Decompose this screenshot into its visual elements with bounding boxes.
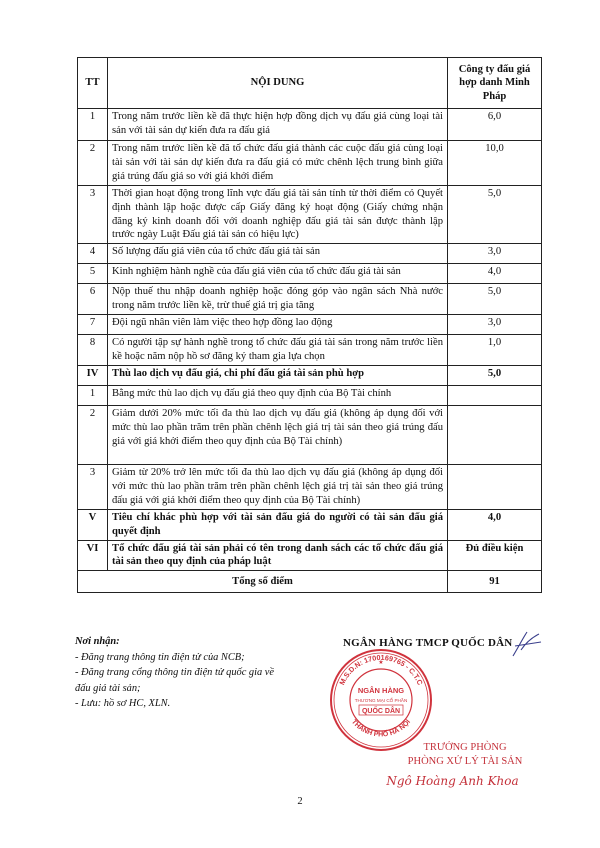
table-header-row bbox=[78, 58, 542, 109]
table-body bbox=[78, 109, 542, 571]
row-score: 4,0 bbox=[448, 264, 542, 284]
row-score bbox=[448, 465, 542, 510]
row-score: 10,0 bbox=[448, 141, 542, 186]
svg-text:THÀNH PHỐ HÀ NỘI bbox=[350, 718, 412, 738]
row-content: Thù lao dịch vụ đấu giá, chi phí đấu giá tài sản phù hợp bbox=[108, 366, 448, 386]
row-content: Trong năm trước liền kề đã tổ chức đấu giá thành các cuộc đấu giá cùng loại tài sản với tài sản dự kiến đưa ra đấu giá có mức chênh lệch trung bình giữa giá trúng đấu giá so với giá khởi điểm bbox=[108, 141, 448, 186]
row-number: VI bbox=[78, 540, 108, 571]
recipients-heading: Nơi nhận: bbox=[75, 636, 120, 647]
seal-center-line3: QUỐC DÂN bbox=[361, 708, 401, 715]
official-seal bbox=[327, 646, 435, 754]
header-content: NỘI DUNG bbox=[108, 58, 448, 109]
row-number: 7 bbox=[78, 315, 108, 335]
row-content: Tổ chức đấu giá tài sản phải có tên trong danh sách các tổ chức đấu giá tài sản theo quy định của pháp luật bbox=[108, 540, 448, 571]
signer-name: Ngô Hoàng Anh Khoa bbox=[386, 774, 519, 788]
table-row bbox=[78, 264, 542, 284]
row-number: 1 bbox=[78, 386, 108, 406]
initial-signature-scribble bbox=[505, 628, 545, 660]
row-number: 3 bbox=[78, 186, 108, 244]
header-company: Công ty đấu giá hợp danh Minh Pháp bbox=[448, 58, 542, 109]
row-number: 3 bbox=[78, 465, 108, 510]
row-score bbox=[448, 386, 542, 406]
row-score: 5,0 bbox=[448, 284, 542, 315]
row-score: 3,0 bbox=[448, 244, 542, 264]
row-content: Thời gian hoạt động trong lĩnh vực đấu giá tài sản tính từ thời điểm có Quyết định thành lập hoặc được cấp Giấy đăng ký hoạt động (Giấy chứng nhận đăng ký kinh doanh đối với doanh nghiệp đấu giá tài sản được thành lập trước ngày Luật Đấu giá tài sản có hiệu lực) bbox=[108, 186, 448, 244]
row-number: V bbox=[78, 510, 108, 541]
signer-position bbox=[400, 741, 530, 769]
seal-bottom-text: THÀNH PHỐ HÀ NỘI bbox=[349, 718, 413, 739]
row-content: Tiêu chí khác phù hợp với tài sản đấu giá do người có tài sản đấu giá quyết định bbox=[108, 510, 448, 541]
total-row bbox=[78, 571, 542, 593]
row-number: 2 bbox=[78, 406, 108, 465]
row-score: 6,0 bbox=[448, 109, 542, 141]
row-score: 3,0 bbox=[448, 315, 542, 335]
row-score: 5,0 bbox=[448, 366, 542, 386]
row-content: Nộp thuế thu nhập doanh nghiệp hoặc đóng góp vào ngân sách Nhà nước trong năm trước liền kề, trừ thuế giá trị gia tăng bbox=[108, 284, 448, 315]
table-row bbox=[78, 386, 542, 406]
table-row bbox=[78, 244, 542, 264]
row-number: IV bbox=[78, 366, 108, 386]
table-row bbox=[78, 406, 542, 465]
table-row bbox=[78, 335, 542, 366]
row-number: 8 bbox=[78, 335, 108, 366]
recipients-block bbox=[75, 634, 275, 712]
row-content: Kinh nghiệm hành nghề của đấu giá viên của tổ chức đấu giá tài sản bbox=[108, 264, 448, 284]
row-content: Trong năm trước liền kề đã thực hiện hợp đồng dịch vụ đấu giá cùng loại tài sản với tài sản dự kiến đưa ra đấu giá bbox=[108, 109, 448, 141]
row-score: 1,0 bbox=[448, 335, 542, 366]
seal-star-icon: ★ bbox=[378, 660, 384, 666]
recipient-item: - Lưu: hồ sơ HC, XLN. bbox=[75, 698, 171, 710]
table-row bbox=[78, 109, 542, 141]
row-score: Đủ điều kiện bbox=[448, 540, 542, 571]
row-content: Giảm từ 20% trở lên mức tối đa thù lao dịch vụ đấu giá (không áp dụng đối với mức thù lao phần trăm trên phần chênh lệch giá trị tài sản theo giá trúng đấu giá với giá khởi điểm theo quy định của Bộ Tài chính) bbox=[108, 465, 448, 510]
seal-ring-text: M.S.D.N: 1700169765 - C.T.C bbox=[337, 652, 425, 687]
seal-center-line1: NGÂN HÀNG bbox=[357, 686, 405, 695]
row-number: 4 bbox=[78, 244, 108, 264]
row-content: Có người tập sự hành nghề trong tổ chức đấu giá tài sản trong năm trước liền kề hoặc năm nộp hồ sơ đăng ký tham gia lựa chọn bbox=[108, 335, 448, 366]
recipient-item: - Đăng trang cổng thông tin điện tử quốc gia về đấu giá tài sản; bbox=[75, 667, 275, 694]
seal-center-line2: THƯƠNG MẠI CỔ PHẦN bbox=[354, 698, 408, 703]
organization-name: NGÂN HÀNG TMCP QUỐC DÂN bbox=[343, 637, 513, 649]
row-score: 4,0 bbox=[448, 510, 542, 541]
row-number: 5 bbox=[78, 264, 108, 284]
section-row bbox=[78, 510, 542, 541]
row-content: Giảm dưới 20% mức tối đa thù lao dịch vụ đấu giá (không áp dụng đối với mức thù lao phần trăm trên phần chênh lệch giá trị tài sản theo giá trúng đấu giá với giá khởi điểm theo quy định của Bộ Tài chính) bbox=[108, 406, 448, 465]
table-row bbox=[78, 315, 542, 335]
table-row bbox=[78, 284, 542, 315]
signer-position-line2: PHÒNG XỬ LÝ TÀI SẢN bbox=[407, 756, 523, 768]
signer-position-line1: TRƯỞNG PHÒNG bbox=[423, 742, 507, 753]
row-content: Bằng mức thù lao dịch vụ đấu giá theo quy định của Bộ Tài chính bbox=[108, 386, 448, 406]
table-row bbox=[78, 141, 542, 186]
row-content: Đội ngũ nhân viên làm việc theo hợp đồng lao động bbox=[108, 315, 448, 335]
svg-text:M.S.D.N: 1700169765 - C.T.C bbox=[337, 653, 425, 686]
row-content: Số lượng đấu giá viên của tổ chức đấu giá tài sản bbox=[108, 244, 448, 264]
total-label: Tổng số điểm bbox=[78, 571, 448, 593]
row-number: 2 bbox=[78, 141, 108, 186]
row-score: 5,0 bbox=[448, 186, 542, 244]
table-row bbox=[78, 465, 542, 510]
page-number: 2 bbox=[297, 796, 303, 807]
row-number: 6 bbox=[78, 284, 108, 315]
scoring-table bbox=[77, 57, 542, 593]
recipient-item: - Đăng trang thông tin điện tử của NCB; bbox=[75, 651, 245, 663]
section-row bbox=[78, 540, 542, 571]
total-score: 91 bbox=[448, 571, 542, 593]
header-tt: TT bbox=[78, 58, 108, 109]
row-number: 1 bbox=[78, 109, 108, 141]
section-row bbox=[78, 366, 542, 386]
row-score bbox=[448, 406, 542, 465]
table-row bbox=[78, 186, 542, 244]
